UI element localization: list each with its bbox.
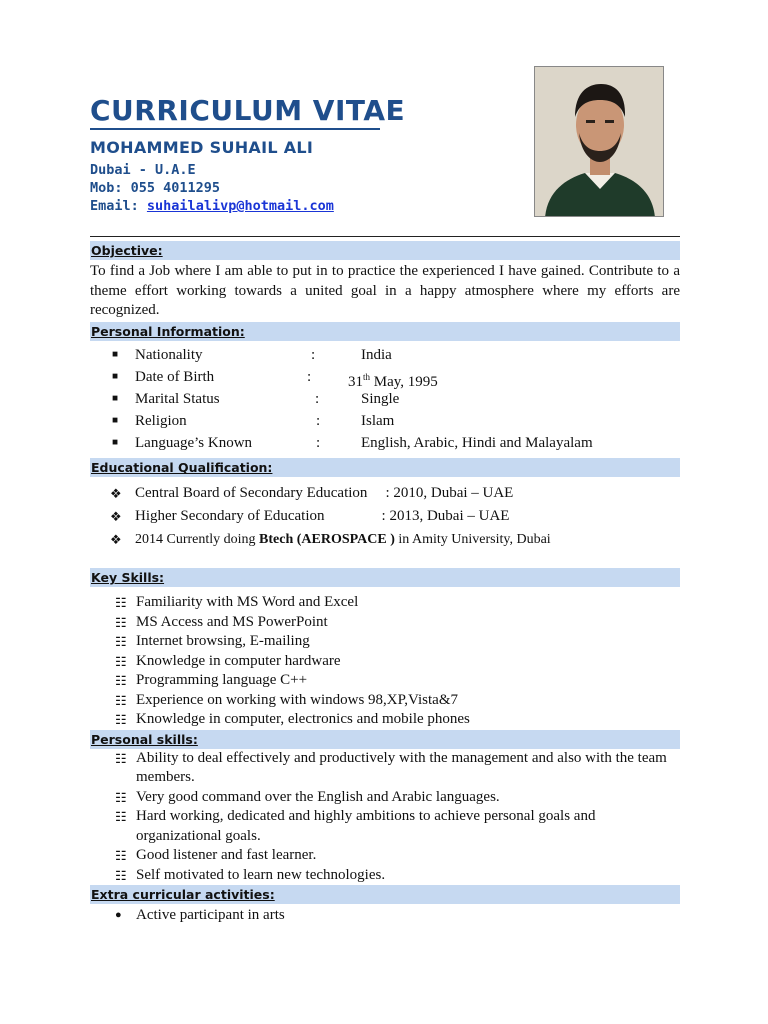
objective-text: To find a Job where I am able to put in to practice the experienced I have gained. Contribute to a theme effort working towards a united goal in a happy atmosphere where my efforts are recognized. — [90, 263, 680, 318]
list-item: ☷ Experience on working with windows 98,XP,Vista&7 — [90, 691, 680, 711]
checklist-bullet-icon: ☷ — [115, 692, 127, 708]
list-item: ☷ Hard working, dedicated and highly ambitions to achieve personal goals and organizational goals. — [115, 808, 596, 844]
info-row: ■ Religion : Islam — [90, 410, 680, 432]
education-item: ❖ Central Board of Secondary Education : 2010, Dubai – UAE — [90, 482, 680, 505]
contact-email-line — [90, 197, 520, 215]
diamond-bullet-icon: ❖ — [110, 532, 122, 548]
person-portrait-icon — [535, 67, 664, 217]
info-row: ■ Date of Birth : 31th May, 1995 — [90, 366, 680, 388]
list-item: ☷ Good listener and fast learner. — [90, 846, 680, 866]
contact-mobile: Mob: 055 4011295 — [90, 180, 221, 196]
checklist-bullet-icon: ☷ — [115, 614, 127, 630]
education-item: ❖ Higher Secondary of Education : 2013, Dubai – UAE — [90, 505, 680, 528]
section-heading-objective: Objective: — [90, 241, 680, 260]
square-bullet-icon: ■ — [112, 437, 119, 449]
checklist-bullet-icon: ☷ — [115, 634, 127, 650]
checklist-bullet-icon: ☷ — [115, 673, 127, 689]
info-row: ■ Marital Status : Single — [90, 388, 680, 410]
cv-header — [90, 95, 520, 215]
checklist-bullet-icon: ☷ — [115, 848, 127, 864]
list-item: ☷ Very good command over the English and Arabic languages. — [90, 788, 680, 808]
checklist-bullet-icon: ☷ — [115, 712, 127, 728]
info-row: ■ Language’s Known : English, Arabic, Hindi and Malayalam — [90, 432, 680, 454]
checklist-bullet-icon: ☷ — [115, 595, 127, 611]
square-bullet-icon: ■ — [112, 415, 119, 427]
contact-city: Dubai - U.A.E — [90, 162, 196, 178]
square-bullet-icon: ■ — [112, 392, 119, 404]
section-heading-personal-information: Personal Information: — [90, 322, 680, 341]
section-heading-extra-curricular: Extra curricular activities: — [90, 885, 680, 904]
list-item: ☷ Self motivated to learn new technologies. — [90, 866, 680, 886]
square-bullet-icon: ■ — [112, 348, 119, 360]
title-underline — [90, 128, 380, 130]
email-label: Email: — [90, 198, 139, 214]
checklist-bullet-icon: ☷ — [115, 750, 127, 766]
cv-body — [90, 241, 680, 926]
list-item: ☷ Familiarity with MS Word and Excel — [90, 593, 680, 613]
list-item: ● Active participant in arts — [90, 906, 680, 926]
list-item: ☷ Programming language C++ — [90, 671, 680, 691]
list-item: ☷ Ability to deal effectively and productively with the management and also with the team members. — [115, 749, 667, 786]
checklist-bullet-icon: ☷ — [115, 789, 127, 805]
list-item: ☷ Knowledge in computer, electronics and mobile phones — [90, 710, 680, 730]
candidate-name: MOHAMMED SUHAIL ALI — [90, 138, 314, 157]
section-heading-personal-skills: Personal skills: — [90, 730, 680, 749]
header-divider — [90, 236, 680, 237]
round-bullet-icon: ● — [115, 909, 122, 922]
document-title: CURRICULUM VITAE — [90, 94, 406, 127]
diamond-bullet-icon: ❖ — [110, 509, 122, 525]
checklist-bullet-icon: ☷ — [115, 867, 127, 883]
section-heading-key-skills: Key Skills: — [90, 568, 680, 587]
checklist-bullet-icon: ☷ — [115, 809, 127, 825]
profile-photo — [534, 66, 664, 217]
email-link[interactable]: suhailalivp@hotmail.com — [146, 198, 334, 214]
info-row: ■ Nationality : India — [90, 344, 680, 366]
list-item: ☷ Internet browsing, E-mailing — [90, 632, 680, 652]
section-heading-education: Educational Qualification: — [90, 458, 680, 477]
checklist-bullet-icon: ☷ — [115, 653, 127, 669]
square-bullet-icon: ■ — [112, 370, 119, 382]
list-item: ☷ MS Access and MS PowerPoint — [90, 613, 680, 633]
list-item: ☷ Knowledge in computer hardware — [90, 652, 680, 672]
diamond-bullet-icon: ❖ — [110, 486, 122, 502]
education-item: ❖ 2014 Currently doing Btech (AEROSPACE ) in Amity University, Dubai — [90, 528, 680, 551]
